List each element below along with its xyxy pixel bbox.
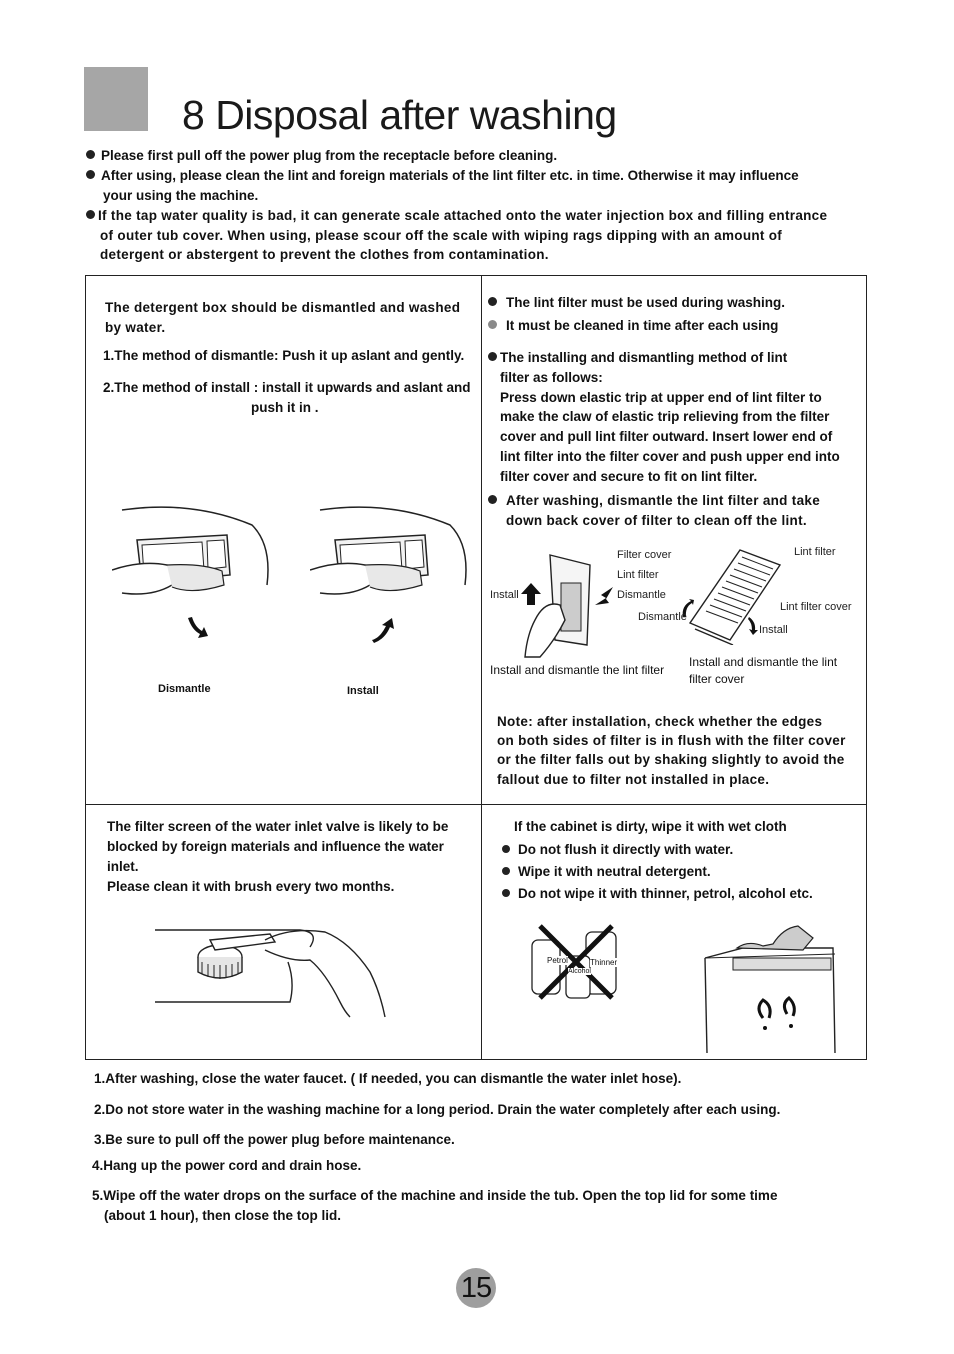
box4-bullet-3: Do not wipe it with thinner, petrol, alcohol etc. — [502, 883, 813, 905]
page-title: 8 Disposal after washing — [182, 92, 617, 138]
final-item-2: 2.Do not store water in the washing machine for a long period. Drain the water completely after each using. — [94, 1102, 781, 1117]
final-item-3: 3.Be sure to pull off the power plug before maintenance. — [94, 1132, 455, 1147]
grid-vertical-divider — [481, 275, 482, 1059]
bullet-icon — [502, 889, 510, 897]
bullet-icon — [488, 352, 497, 361]
fig-label-filter-cover: Filter cover — [617, 549, 672, 561]
page-number: 15 — [460, 1271, 492, 1304]
fig-label-lint-filter-cover: Lint filter cover — [780, 601, 852, 613]
final-item-5-cont: (about 1 hour), then close the top lid. — [104, 1208, 341, 1223]
intro-bullet-3: If the tap water quality is bad, it can generate scale attached onto the water injection box and filling entrance — [86, 206, 827, 226]
bullet-icon — [488, 495, 497, 504]
detergent-box-dismantle-illustration — [112, 505, 272, 615]
fig-caption-left: Install and dismantle the lint filter — [490, 663, 665, 677]
fig-label-install: Install — [490, 589, 519, 601]
box2-after-washing: After washing, dismantle the lint filter and take down back cover of filter to clean off the lint. — [488, 491, 820, 531]
bullet-icon — [488, 297, 497, 306]
page-number-badge — [456, 1268, 496, 1308]
box4-bullets — [502, 839, 813, 905]
dismantle-down-arrow-icon — [593, 585, 615, 607]
box4-bullet-2: Wipe it with neutral detergent. — [502, 861, 813, 883]
final-item-4: 4.Hang up the power cord and drain hose. — [92, 1158, 362, 1173]
box1-step-install: 2.The method of install : install it upwards and aslant and — [103, 380, 471, 395]
install-up-arrow-icon — [520, 582, 542, 606]
box2-method: The installing and dismantling method of lint filter as follows: Press down elastic trip at upper end of lint filter to make the claw of elastic trip relieving from the filter cover and pull lint filter outward. Insert lower end of lint filter into the filter cover and push upper end into filter cover and secure to fit on lint filter. — [488, 348, 840, 487]
fig-label-dismantle-cover: Dismantle — [638, 611, 687, 623]
fig-label-install-right: Install — [759, 624, 788, 636]
intro-bullet-2: After using, please clean the lint and foreign materials of the lint filter etc. in time. Otherwise it may influence — [86, 166, 799, 186]
fig-caption-right: Install and dismantle the lint filter cover — [689, 655, 838, 686]
washing-machine-wiping-illustration — [703, 918, 843, 1056]
bullet-icon — [502, 845, 510, 853]
final-item-1: 1.After washing, close the water faucet. ( If needed, you can dismantle the water inlet hose). — [94, 1071, 682, 1086]
intro-bullet-3-cont2: detergent or abstergent to prevent the clothes from contamination. — [100, 247, 549, 262]
fig-label-lint-filter-right: Lint filter — [794, 546, 836, 558]
bottle-label-alcohol: Alcohol — [568, 968, 591, 975]
box2-note: Note: after installation, check whether the edges on both sides of filter is in flush with the filter cover or the filter falls out by shaking slightly to avoid the fallout due to filter not installed in place. — [497, 714, 846, 787]
bullet-icon — [86, 150, 95, 159]
bullet-icon — [488, 320, 497, 329]
bullet-icon — [86, 210, 95, 219]
final-item-5: 5.Wipe off the water drops on the surface of the machine and inside the tub. Open the top lid for some time — [92, 1188, 778, 1203]
box4-heading: If the cabinet is dirty, wipe it with wet cloth — [514, 819, 787, 834]
chapter-marker — [84, 67, 148, 131]
install-arrow-icon — [368, 616, 398, 644]
intro-bullet-1: Please first pull off the power plug from the receptacle before cleaning. — [86, 146, 557, 166]
fig-label-lint-filter: Lint filter — [617, 569, 659, 581]
dismantle-arrow-icon — [182, 614, 212, 642]
box3-text: The filter screen of the water inlet valve is likely to be blocked by foreign materials and influence the water inlet. Please clean it with brush every two months. — [107, 819, 449, 894]
box1-step-dismantle: 1.The method of dismantle: Push it up aslant and gently. — [103, 348, 465, 363]
box2-bullet-must-use: The lint filter must be used during washing. — [488, 293, 785, 313]
install-label: Install — [347, 685, 379, 697]
intro-bullet-2-cont: your using the machine. — [103, 188, 259, 203]
intro-bullet-3-cont1: of outer tub cover. When using, please scour off the scale with wiping rags dipping with an amount of — [100, 228, 783, 243]
box1-heading: The detergent box should be dismantled and washed by water. — [105, 300, 461, 335]
grid-horizontal-divider — [85, 804, 866, 805]
bullet-icon — [86, 170, 95, 179]
box4-bullet-1: Do not flush it directly with water. — [502, 839, 813, 861]
inlet-filter-brush-illustration — [150, 922, 400, 1022]
bottle-label-thinner: Thinner — [590, 958, 618, 967]
fig-label-dismantle: Dismantle — [617, 589, 666, 601]
detergent-box-install-illustration — [310, 505, 470, 615]
dismantle-label: Dismantle — [158, 683, 211, 695]
box2-bullet-clean: It must be cleaned in time after each using — [488, 316, 778, 336]
bullet-icon — [502, 867, 510, 875]
bottle-label-petrol: Petrol — [547, 956, 568, 965]
box1-step-install-cont: push it in . — [251, 400, 319, 415]
